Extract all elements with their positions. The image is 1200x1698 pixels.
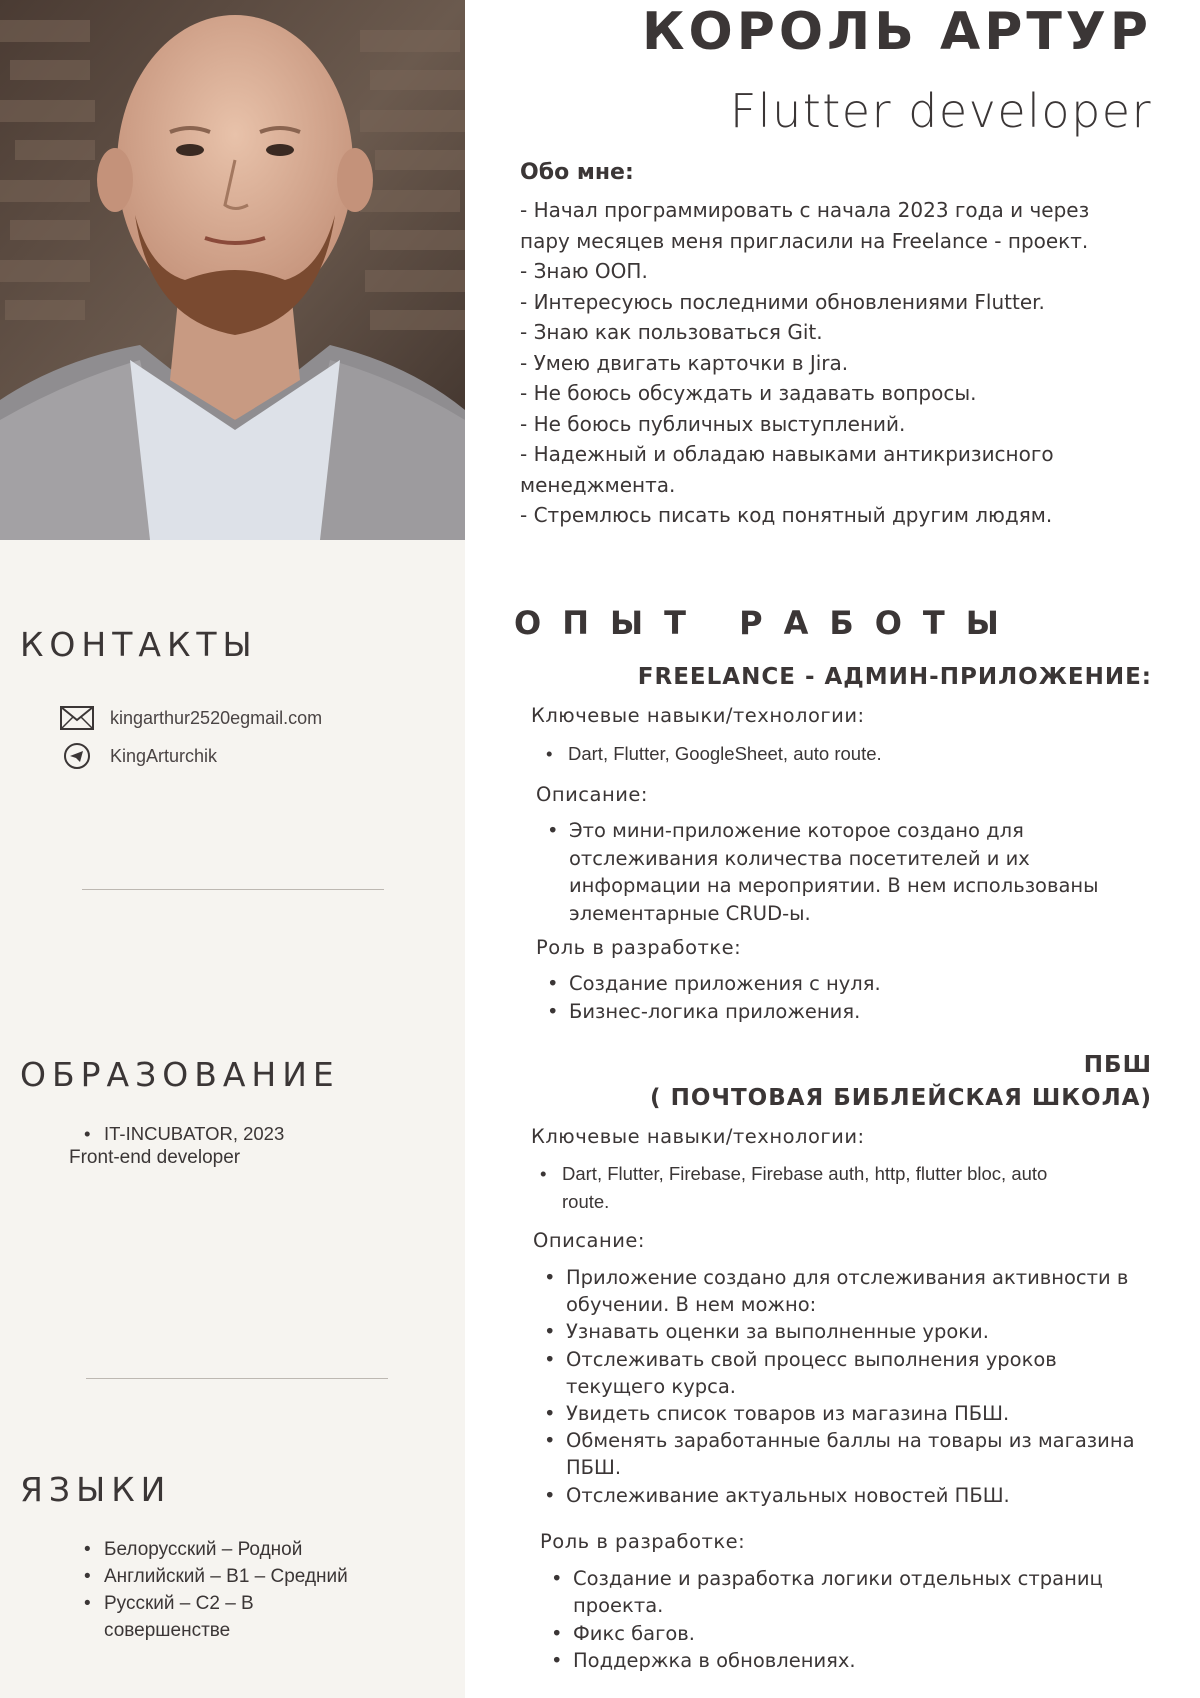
- contacts-title: КОНТАКТЫ: [20, 625, 258, 664]
- email-text: kingarthur2520egmail.com: [110, 707, 323, 728]
- about-line: - Умею двигать карточки в Jira.: [520, 350, 849, 375]
- description-label: Описание:: [533, 1229, 645, 1252]
- language-item: • Белорусский – Родной: [84, 1539, 303, 1560]
- about-line: - Не боюсь публичных выступлений.: [520, 411, 906, 436]
- education-item: • IT-INCUBATOR, 2023: [84, 1123, 285, 1144]
- description-item: • Узнавать оценки за выполненные уроки.: [566, 1318, 1135, 1345]
- about-line: пару месяцев меня пригласили на Freelance - проект.: [520, 228, 1089, 253]
- experience-title: ОПЫТ РАБОТЫ: [514, 604, 1020, 642]
- portrait-photo: [0, 0, 465, 540]
- education-title: ОБРАЗОВАНИЕ: [20, 1055, 340, 1094]
- about-heading: Обо мне:: [520, 160, 634, 185]
- description-label: Описание:: [536, 783, 648, 806]
- description-item: • Увидеть список товаров из магазина ПБШ.: [566, 1400, 1135, 1427]
- divider-education: [86, 1378, 388, 1379]
- role-item: • Создание приложения с нуля.: [569, 970, 881, 998]
- person-name: КОРОЛЬ АРТУР: [642, 2, 1152, 62]
- skills-list: [534, 1160, 1172, 1216]
- role-label: Роль в разработке:: [536, 936, 742, 959]
- language-item: • Русский – C2 – В: [84, 1593, 254, 1614]
- about-line: - Надежный и обладаю навыками антикризисного: [520, 442, 1054, 466]
- languages-list: [80, 1536, 348, 1644]
- role-item: • Бизнес-логика приложения.: [569, 998, 881, 1026]
- skills-item: • Dart, Flutter, Firebase, Firebase auth, http, flutter bloc, auto route.: [562, 1160, 1172, 1216]
- description-item: • Приложение создано для отслеживания активности в обучении. В нем можно:: [566, 1264, 1135, 1318]
- description-list: [541, 817, 1099, 927]
- description-item: • Обменять заработанные баллы на товары из магазина ПБШ.: [566, 1427, 1135, 1481]
- skills-item: • Dart, Flutter, GoogleSheet, auto route.: [568, 740, 882, 768]
- role-item: • Создание и разработка логики отдельных страниц проекта.: [573, 1565, 1103, 1620]
- education-sub: Front-end developer: [69, 1147, 241, 1168]
- description-item: • Отслеживание актуальных новостей ПБШ.: [566, 1482, 1135, 1509]
- telegram-icon: [60, 743, 94, 769]
- about-line: - Знаю ООП.: [520, 259, 648, 283]
- role-item: • Поддержка в обновлениях.: [573, 1647, 1103, 1674]
- skills-label: Ключевые навыки/технологии:: [531, 1125, 865, 1148]
- telegram-text: KingArturchik: [110, 745, 218, 766]
- role-list: [545, 1565, 1103, 1674]
- language-item: • Английский – B1 – Средний: [84, 1566, 348, 1587]
- about-line: менеджмента.: [520, 472, 676, 497]
- role-label: Роль в разработке:: [540, 1530, 746, 1553]
- role-list: [541, 970, 881, 1026]
- description-item: • Отслеживать свой процесс выполнения уроков текущего курса.: [566, 1346, 1135, 1400]
- skills-list: [540, 740, 882, 768]
- language-item-continued: совершенстве: [104, 1620, 231, 1641]
- project-title: ПБШ ( ПОЧТОВАЯ БИБЛЕЙСКАЯ ШКОЛА): [650, 1052, 1152, 1111]
- about-line: - Интересуюсь последними обновлениями Flutter.: [520, 289, 1045, 314]
- about-line: - Знаю как пользоваться Git.: [520, 320, 823, 344]
- skills-label: Ключевые навыки/технологии:: [531, 704, 865, 727]
- description-item: • Это мини-приложение которое создано для отслеживания количества посетителей и их информации на мероприятии. В нем использованы элементарные CRUD-ы.: [569, 817, 1099, 927]
- about-line: - Не боюсь обсуждать и задавать вопросы.: [520, 381, 977, 405]
- about-line: - Стремлюсь писать код понятный другим людям.: [520, 503, 1053, 527]
- about-text: [520, 195, 1160, 531]
- languages-title: ЯЗЫКИ: [20, 1470, 172, 1509]
- contact-email[interactable]: [60, 705, 322, 731]
- description-list: [538, 1264, 1135, 1509]
- role-item: • Фикс багов.: [573, 1620, 1103, 1647]
- mail-icon: [60, 705, 94, 731]
- divider-contacts: [82, 889, 384, 890]
- about-line: - Начал программировать с начала 2023 года и через: [520, 198, 1090, 222]
- education-list: [58, 1120, 284, 1147]
- project-title: FREELANCE - АДМИН-ПРИЛОЖЕНИЕ:: [637, 664, 1152, 690]
- contact-telegram[interactable]: [60, 743, 217, 769]
- profile-photo: [0, 0, 465, 540]
- job-role: Flutter developer: [729, 84, 1152, 138]
